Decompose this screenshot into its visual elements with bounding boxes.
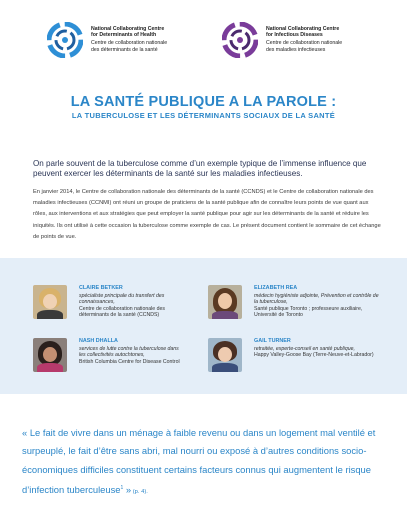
participant-org: Santé publique Toronto ; professeure auxiliaire, Université de Toronto — [254, 305, 363, 319]
pull-quote — [22, 424, 394, 502]
page-subtitle: LA TUBERCULOSE ET LES DÉTERMINANTS SOCIAUX DE LA SANTÉ — [71, 111, 336, 120]
ccnmi-logo-icon — [222, 22, 258, 58]
participant-org: British Columbia Centre for Disease Control — [79, 358, 180, 365]
participant-card — [33, 338, 183, 372]
quote-close: » — [123, 484, 132, 496]
quote-footnote-marker: 1 — [120, 485, 124, 492]
participant-role: services de lutte contre la tuberculose dans les collectivités autochtones, — [79, 345, 179, 359]
participant-card — [208, 285, 383, 319]
participant-photo — [208, 285, 242, 319]
participant-org: Centre de collaboration nationale des déterminants de la santé (CCNDS) — [79, 305, 165, 319]
participant-photo — [208, 338, 242, 372]
participant-name: GAIL TURNER — [254, 338, 291, 344]
participant-card — [208, 338, 383, 372]
page-title: LA SANTÉ PUBLIQUE A LA PAROLE : — [70, 94, 337, 110]
ccnmi-logo — [222, 22, 342, 58]
participant-role: retraitée, experte-conseil en santé publique, — [254, 345, 355, 352]
participant-photo — [33, 285, 67, 319]
participant-name: NASH DHALLA — [79, 338, 118, 344]
ccnds-logo-text: National Collaborating Centre for Determinants of Health Centre de collaboration nationale des déterminants de la santé — [91, 26, 168, 53]
ccnmi-logo-text: National Collaborating Centre for Infectious Diseases Centre de collaboration nationale des maladies infectieuses — [266, 26, 343, 53]
participant-name: CLAIRE BETKER — [79, 285, 123, 291]
quote-text: « Le fait de vivre dans un ménage à faible revenu ou dans un logement mal ventilé et surpeuplé, le fait d’être sans abri, mal nourri ou exposé à d’autres conditions socio-économiques difficiles constituent certains facteurs connus qui augmentent le risque d’infection tuberculeuse — [22, 427, 376, 496]
participant-role: médecin hygiéniste adjointe, Prévention et contrôle de la tuberculose, — [254, 292, 379, 306]
participant-name: ELIZABETH REA — [254, 285, 298, 291]
participant-photo — [33, 338, 67, 372]
intro-paragraph: On parle souvent de la tuberculose comme d’un exemple typique de l’immense influence que peuvent exercer les déterminants de la santé sur les maladies infectieuses. — [33, 159, 367, 179]
ccnds-logo-icon — [47, 22, 83, 58]
participants-panel — [0, 258, 407, 394]
participant-role: spécialiste principale du transfert des connaissances, — [79, 292, 165, 306]
ccnds-logo — [47, 22, 167, 58]
quote-page-reference: (p. 4). — [131, 489, 148, 496]
participant-card — [33, 285, 183, 319]
body-paragraph: En janvier 2014, le Centre de collaboration nationale des déterminants de la santé (CCNDS) et le Centre de collaboration nationale des maladies infectieuses (CCNMI) ont réuni un groupe de praticiens de la santé publique afin de connaître leurs points de vue quant aux rôles, aux interventions et aux stratégies que peut employer la santé publique pour agir sur les déterminants de la santé et réduire les iniquités. Ils ont utilisé à cette occasion la tuberculose comme exemple de cas. Le présent document contient le sommaire de cet échange de points de vue. — [33, 189, 381, 240]
participant-org: Happy Valley-Goose Bay (Terre-Neuve-et-Labrador) — [254, 352, 374, 359]
